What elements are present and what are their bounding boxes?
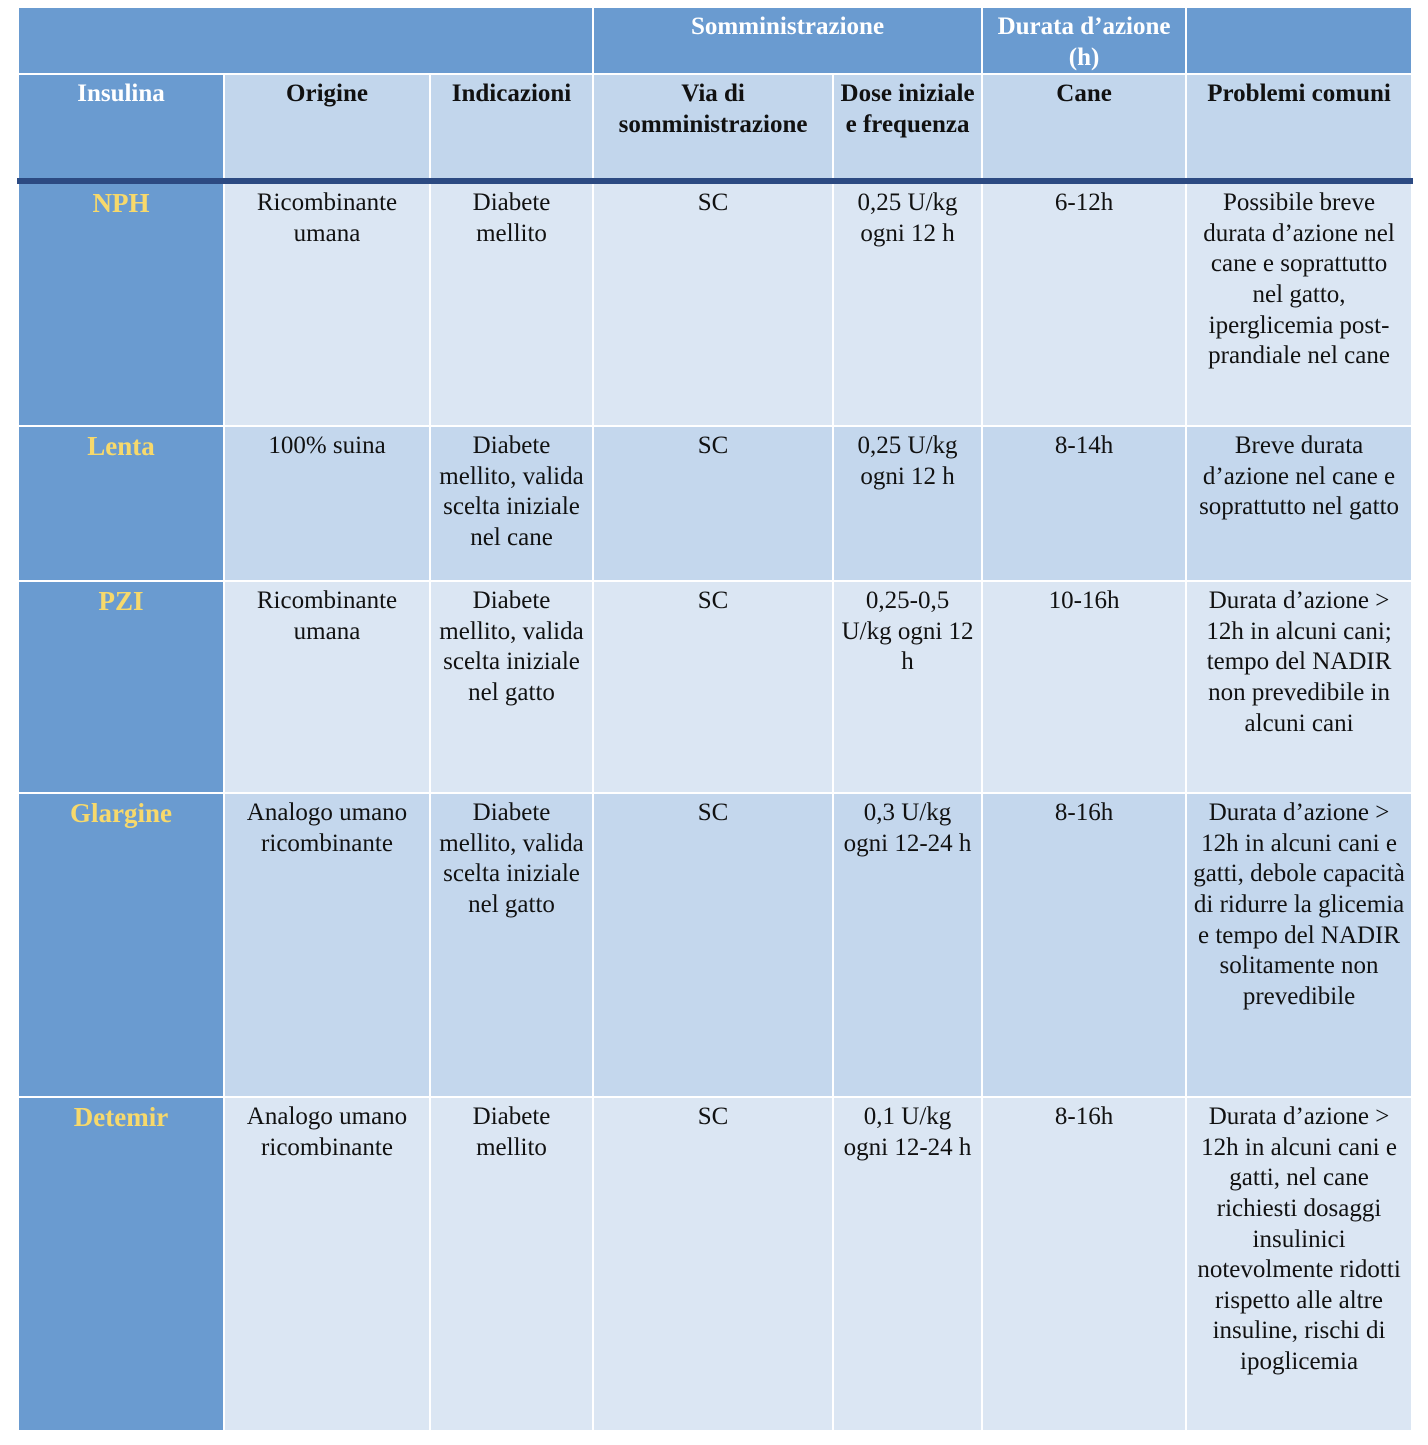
insulin-name: NPH xyxy=(18,181,224,426)
cell-indicazioni: Diabete mellito, valida scelta iniziale nel gatto xyxy=(430,581,593,793)
insulin-table xyxy=(17,6,1413,1432)
cell-origine: Ricombinante umana xyxy=(224,181,430,426)
cell-via: SC xyxy=(593,181,833,426)
cell-indicazioni: Diabete mellito, valida scelta iniziale nel cane xyxy=(430,426,593,581)
cell-cane: 8-16h xyxy=(982,793,1186,1097)
insulin-name: Lenta xyxy=(18,426,224,581)
cell-via: SC xyxy=(593,793,833,1097)
insulin-name: Glargine xyxy=(18,793,224,1097)
cell-origine: Ricombinante umana xyxy=(224,581,430,793)
header-top-blank-right xyxy=(1186,7,1412,74)
cell-via: SC xyxy=(593,581,833,793)
cell-origine: 100% suina xyxy=(224,426,430,581)
col-header-insulina: Insulina xyxy=(18,74,224,181)
cell-via: SC xyxy=(593,426,833,581)
header-top-row xyxy=(18,7,1412,74)
cell-cane: 8-14h xyxy=(982,426,1186,581)
header-durata: Durata d’azione (h) xyxy=(982,7,1186,74)
col-header-dose: Dose iniziale e frequenza xyxy=(833,74,982,181)
insulin-name: PZI xyxy=(18,581,224,793)
cell-dose: 0,3 U/kg ogni 12-24 h xyxy=(833,793,982,1097)
col-header-via: Via di somministrazione xyxy=(593,74,833,181)
cell-indicazioni: Diabete mellito, valida scelta iniziale nel gatto xyxy=(430,793,593,1097)
cell-cane: 10-16h xyxy=(982,581,1186,793)
cell-origine: Analogo umano ricombinante xyxy=(224,793,430,1097)
cell-problemi: Possibile breve durata d’azione nel cane e soprattutto nel gatto, iperglicemia post-prandiale nel cane xyxy=(1186,181,1412,426)
cell-indicazioni: Diabete mellito xyxy=(430,1097,593,1431)
cell-problemi: Durata d’azione > 12h in alcuni cani e gatti, nel cane richiesti dosaggi insulinici notevolmente ridotti rispetto alle altre insuline, rischi di ipoglicemia xyxy=(1186,1097,1412,1431)
insulin-name: Detemir xyxy=(18,1097,224,1431)
header-somministrazione: Somministrazione xyxy=(593,7,982,74)
col-header-cane: Cane xyxy=(982,74,1186,181)
cell-problemi: Breve durata d’azione nel cane e soprattutto nel gatto xyxy=(1186,426,1412,581)
cell-problemi: Durata d’azione > 12h in alcuni cani e gatti, debole capacità di ridurre la glicemia e tempo del NADIR solitamente non prevedibile xyxy=(1186,793,1412,1097)
cell-cane: 6-12h xyxy=(982,181,1186,426)
header-row xyxy=(18,74,1412,181)
cell-via: SC xyxy=(593,1097,833,1431)
table-row xyxy=(18,181,1412,426)
cell-dose: 0,25 U/kg ogni 12 h xyxy=(833,426,982,581)
cell-indicazioni: Diabete mellito xyxy=(430,181,593,426)
cell-dose: 0,25 U/kg ogni 12 h xyxy=(833,181,982,426)
cell-dose: 0,1 U/kg ogni 12-24 h xyxy=(833,1097,982,1431)
cell-dose: 0,25-0,5 U/kg ogni 12 h xyxy=(833,581,982,793)
cell-cane: 8-16h xyxy=(982,1097,1186,1431)
cell-problemi: Durata d’azione > 12h in alcuni cani; tempo del NADIR non prevedibile in alcuni cani xyxy=(1186,581,1412,793)
col-header-problemi: Problemi comuni xyxy=(1186,74,1412,181)
insulin-table-container xyxy=(17,6,1411,1432)
header-top-blank xyxy=(18,7,593,74)
table-row xyxy=(18,793,1412,1097)
col-header-indicazioni: Indicazioni xyxy=(430,74,593,181)
table-row xyxy=(18,581,1412,793)
cell-origine: Analogo umano ricombinante xyxy=(224,1097,430,1431)
table-row xyxy=(18,1097,1412,1431)
col-header-origine: Origine xyxy=(224,74,430,181)
table-row xyxy=(18,426,1412,581)
